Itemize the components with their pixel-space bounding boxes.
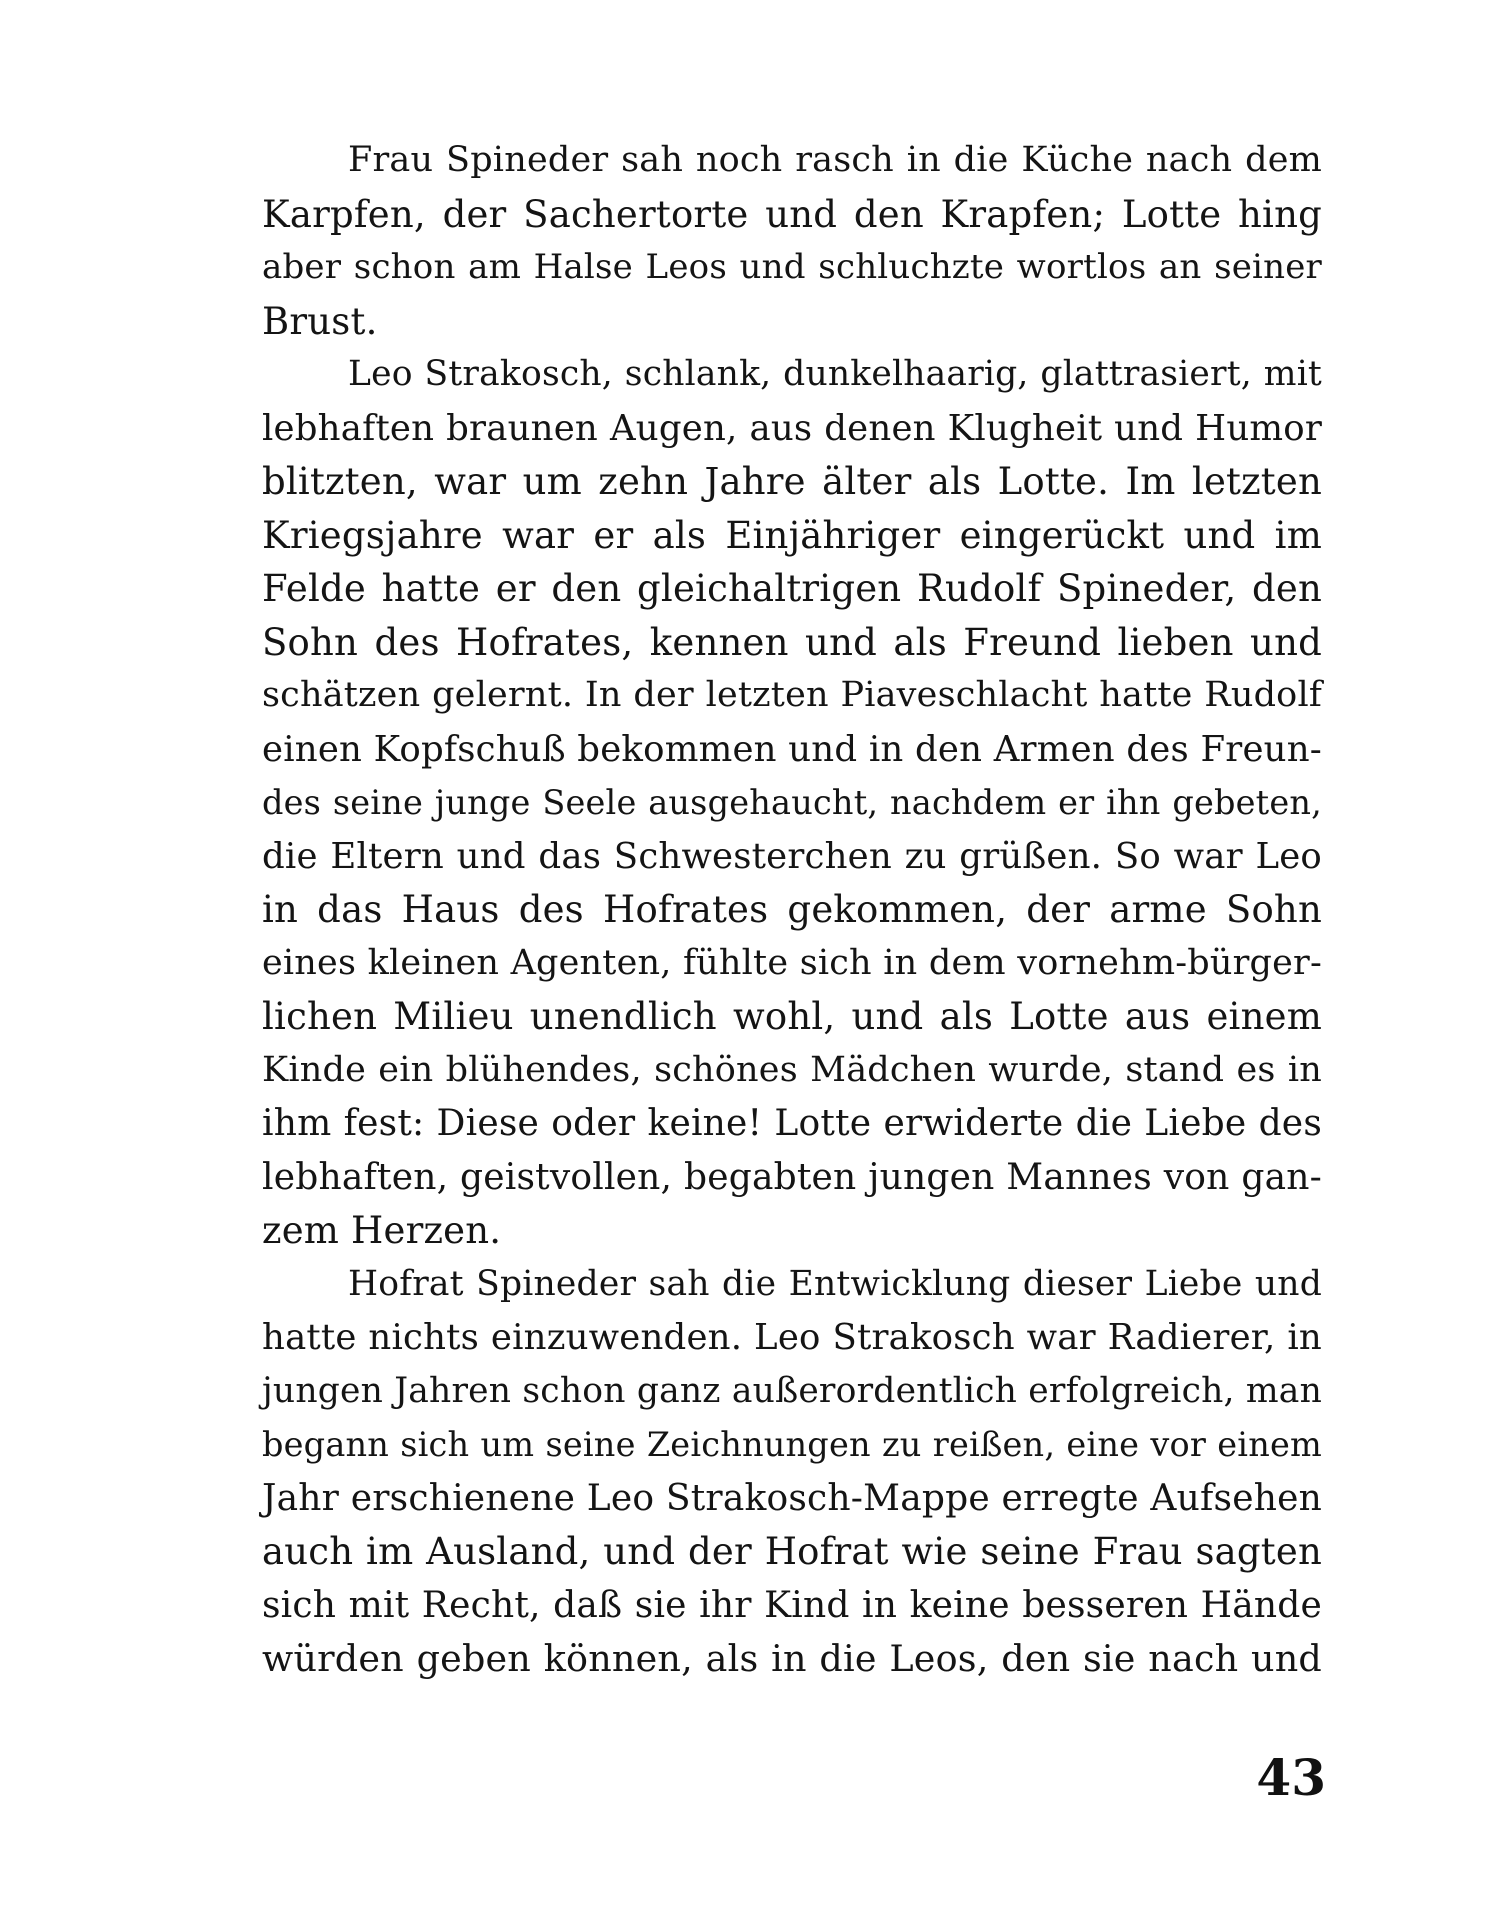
text-line: lichen Milieu unendlich wohl, und als Lotte aus einem: [262, 995, 1322, 1038]
text-line: blitzten, war um zehn Jahre älter als Lotte. Im letzten: [262, 460, 1322, 503]
text-line: würden geben können, als in die Leos, den sie nach und: [262, 1637, 1322, 1680]
text-line: auch im Ausland, und der Hofrat wie seine Frau sagten: [262, 1530, 1322, 1573]
text-line: Kriegsjahre war er als Einjähriger eingerückt und im: [262, 513, 1322, 557]
text-line: aber schon am Halse Leos und schluchzte wortlos an seiner: [262, 247, 1322, 287]
text-line: sich mit Recht, daß sie ihr Kind in keine besseren Hände: [262, 1584, 1322, 1626]
text-line: Leo Strakosch, schlank, dunkelhaarig, glattrasiert, mit: [348, 354, 1322, 394]
text-line: einen Kopfschuß bekommen und in den Armen des Freun-: [262, 728, 1322, 770]
text-line: Sohn des Hofrates, kennen und als Freund lieben und: [262, 620, 1322, 664]
text-line: die Eltern und das Schwesterchen zu grüßen. So war Leo: [262, 835, 1322, 877]
body-text: [262, 134, 1322, 1686]
text-line: schätzen gelernt. In der letzten Piaveschlacht hatte Rudolf: [262, 675, 1322, 715]
text-line: Hofrat Spineder sah die Entwicklung dieser Liebe und: [348, 1263, 1322, 1304]
text-line: eines kleinen Agenten, fühlte sich in dem vornehm-bürger-: [262, 942, 1322, 983]
text-line: begann sich um seine Zeichnungen zu reißen, eine vor einem: [262, 1425, 1322, 1464]
text-line: Karpfen, der Sachertorte und den Krapfen; Lotte hing: [262, 192, 1322, 236]
text-line: zem Herzen.: [262, 1209, 502, 1252]
text-line: des seine junge Seele ausgehaucht, nachdem er ihn gebeten,: [262, 783, 1322, 822]
text-line: jungen Jahren schon ganz außerordentlich erfolgreich, man: [262, 1370, 1322, 1411]
text-line: Felde hatte er den gleichaltrigen Rudolf Spineder, den: [262, 567, 1322, 610]
text-line: lebhaften, geistvollen, begabten jungen Mannes von gan-: [262, 1156, 1322, 1198]
text-line: ihm fest: Diese oder keine! Lotte erwiderte die Liebe des: [262, 1103, 1322, 1144]
text-line: Jahr erschienene Leo Strakosch-Mappe erregte Aufsehen: [262, 1477, 1322, 1519]
text-line: Brust.: [262, 299, 378, 343]
text-line: lebhaften braunen Augen, aus denen Klugheit und Humor: [262, 407, 1322, 449]
text-line: in das Haus des Hofrates gekommen, der arme Sohn: [262, 888, 1322, 931]
text-line: hatte nichts einzuwenden. Leo Strakosch war Radierer, in: [262, 1317, 1322, 1358]
text-line: Frau Spineder sah noch rasch in die Küche nach dem: [348, 140, 1322, 180]
page-number: 43: [1256, 1748, 1326, 1807]
text-line: Kinde ein blühendes, schönes Mädchen wurde, stand es in: [262, 1049, 1322, 1090]
